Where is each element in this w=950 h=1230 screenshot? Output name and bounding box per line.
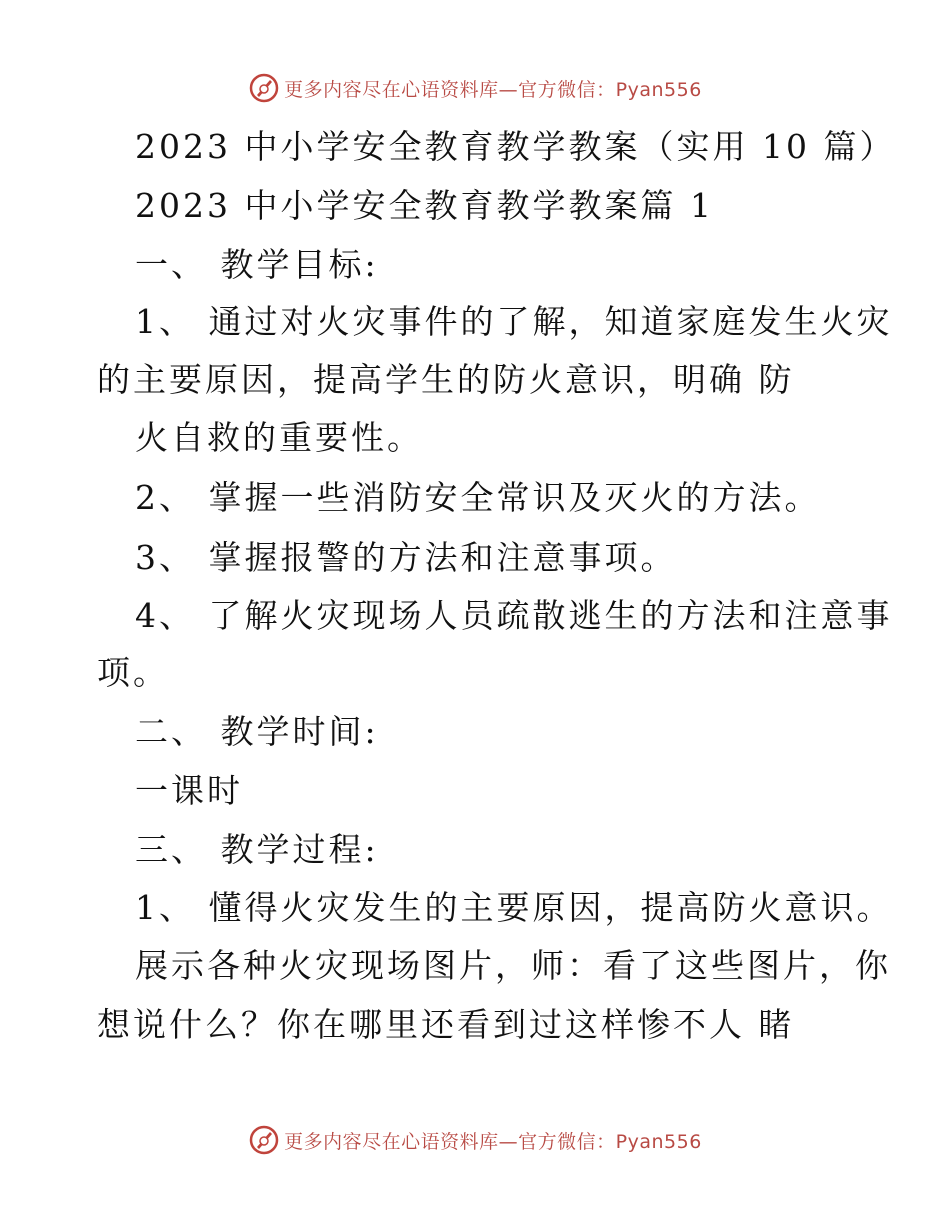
paragraph-line: 项。 [97,653,169,692]
paragraph-line: 三、 教学过程: [135,830,379,869]
document-title: 2023 中小学安全教育教学教案（实用 10 篇） [135,127,896,166]
paragraph-line: 一、 教学目标: [135,245,379,284]
paragraph-line: 2、 掌握一些消防安全常识及灭火的方法。 [135,478,821,517]
paragraph-line: 1、 通过对火灾事件的了解，知道家庭发生火灾 [135,302,893,341]
watermark-text: 更多内容尽在心语资料库—官方微信：Pyan556 [284,1130,702,1153]
paragraph-line: 想说什么？你在哪里还看到过这样惨不人 睹 [97,1005,795,1044]
paragraph-line: 二、 教学时间: [135,712,379,751]
paragraph-line: 的主要原因，提高学生的防火意识，明确 防 [97,360,795,399]
paragraph-line: 1、 懂得火灾发生的主要原因，提高防火意识。 [135,888,893,927]
section-title: 2023 中小学安全教育教学教案篇 1 [135,186,714,225]
paragraph-line: 3、 掌握报警的方法和注意事项。 [135,538,677,577]
quill-logo-icon [248,1124,280,1156]
paragraph-line: 4、 了解火灾现场人员疏散逃生的方法和注意事 [135,596,893,635]
paragraph-line: 一课时 [135,771,243,810]
paragraph-line: 展示各种火灾现场图片，师：看了这些图片，你 [135,946,891,985]
footer-watermark-banner [0,1120,950,1160]
watermark-text: 更多内容尽在心语资料库—官方微信：Pyan556 [284,78,702,101]
paragraph-line: 火自救的重要性。 [135,418,423,457]
